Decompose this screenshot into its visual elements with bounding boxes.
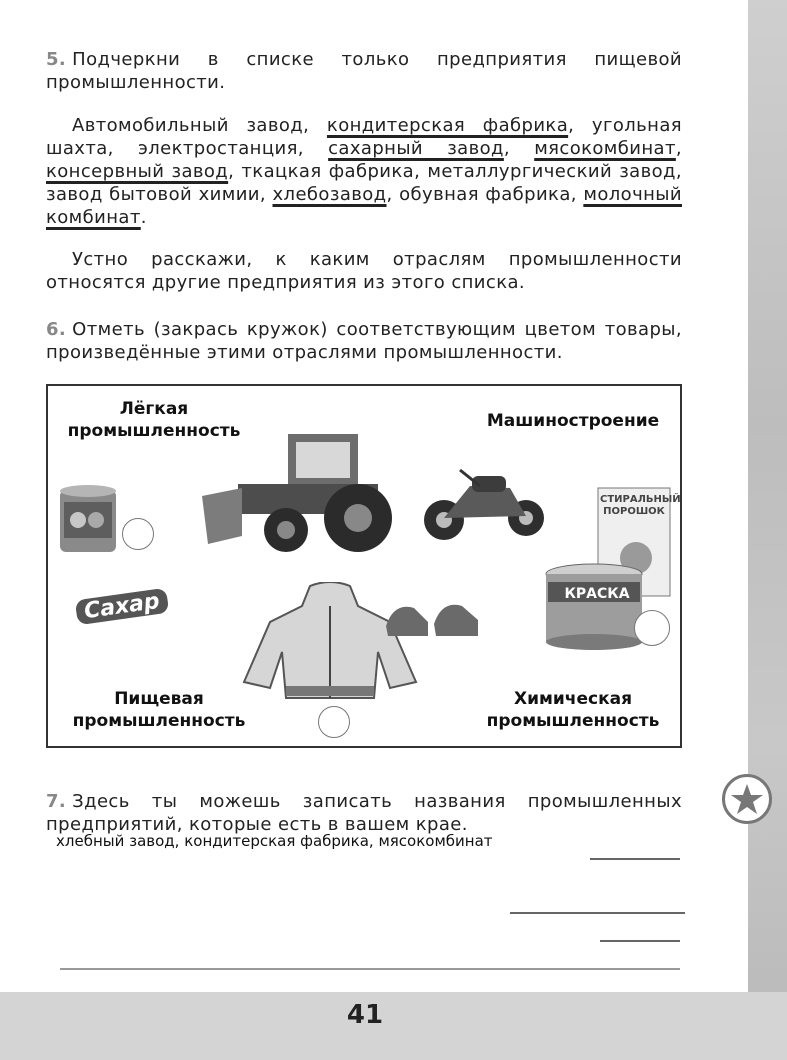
- task7-question: 7. Здесь ты можешь записать названия промышленных предприятий, которые есть в вашем крае.: [46, 791, 682, 835]
- canned-food-circle[interactable]: [122, 518, 154, 550]
- task5-number: 5.: [46, 49, 67, 70]
- page-edge-strip: [748, 0, 787, 1060]
- task7-number: 7.: [46, 791, 67, 812]
- sugar-logo: Сахар: [75, 588, 169, 626]
- list-text: , обувная фабрика,: [386, 184, 584, 205]
- task5-oral: Устно расскажи, к каким отраслям промышленности относятся другие предприятия из этого списка.: [46, 249, 682, 293]
- star-icon: [725, 777, 769, 821]
- list-text: ,: [675, 138, 682, 159]
- industries-panel: [46, 384, 682, 748]
- washing-powder-text: СТИРАЛЬНЫЙ ПОРОШОК: [600, 494, 681, 517]
- task6-question: 6. Отметь (закрась кружок) соответствующим цветом товары, произведённые этими отраслями промышленности.: [46, 319, 682, 363]
- answer-line: [600, 940, 680, 942]
- underlined-enterprise[interactable]: мясокомбинат: [534, 138, 676, 159]
- motorcycle-icon: [420, 456, 550, 546]
- list-text: , ткацкая фабрика, металлургический завод, завод бытовой химии,: [46, 161, 682, 205]
- underlined-enterprise[interactable]: сахарный завод: [328, 138, 504, 159]
- light-industry-label: Лёгкая промышленность: [67, 399, 241, 441]
- task6-number: 6.: [46, 319, 67, 340]
- tractor-icon: [198, 426, 418, 556]
- underlined-enterprise[interactable]: консервный завод: [46, 161, 229, 182]
- chemical-industry-label: Химическая промышленность: [486, 689, 660, 731]
- task5-question: 5. Подчеркни в списке только предприятия пищевой промышленности.: [46, 49, 682, 93]
- paint-can-text: КРАСКА: [564, 586, 630, 602]
- jacket-circle[interactable]: [318, 706, 350, 738]
- list-text: Автомобильный завод,: [72, 115, 327, 136]
- answer-line: [510, 912, 685, 914]
- underlined-enterprise[interactable]: кондитерская фабрика: [326, 115, 569, 136]
- shoes-icon: [384, 596, 480, 642]
- list-text: .: [140, 207, 147, 228]
- answer-line: [590, 858, 680, 860]
- list-text: , угольная шахта, электростанция,: [46, 115, 682, 159]
- star-badge-icon: [722, 774, 772, 824]
- chemical-circle[interactable]: [634, 610, 670, 646]
- task7-answer[interactable]: хлебный завод, кондитерская фабрика, мясокомбинат: [56, 832, 493, 850]
- answer-line: [60, 968, 680, 970]
- list-text: ,: [503, 138, 535, 159]
- underlined-enterprise[interactable]: молочный комбинат: [46, 184, 682, 228]
- underlined-enterprise[interactable]: хлебозавод: [272, 184, 387, 205]
- page-number: 41: [346, 1000, 384, 1030]
- food-industry-label: Пищевая промышленность: [72, 689, 246, 731]
- canned-food-icon: [56, 482, 120, 558]
- machine-building-label: Машиностроение: [486, 411, 660, 431]
- task5-list: [46, 114, 682, 229]
